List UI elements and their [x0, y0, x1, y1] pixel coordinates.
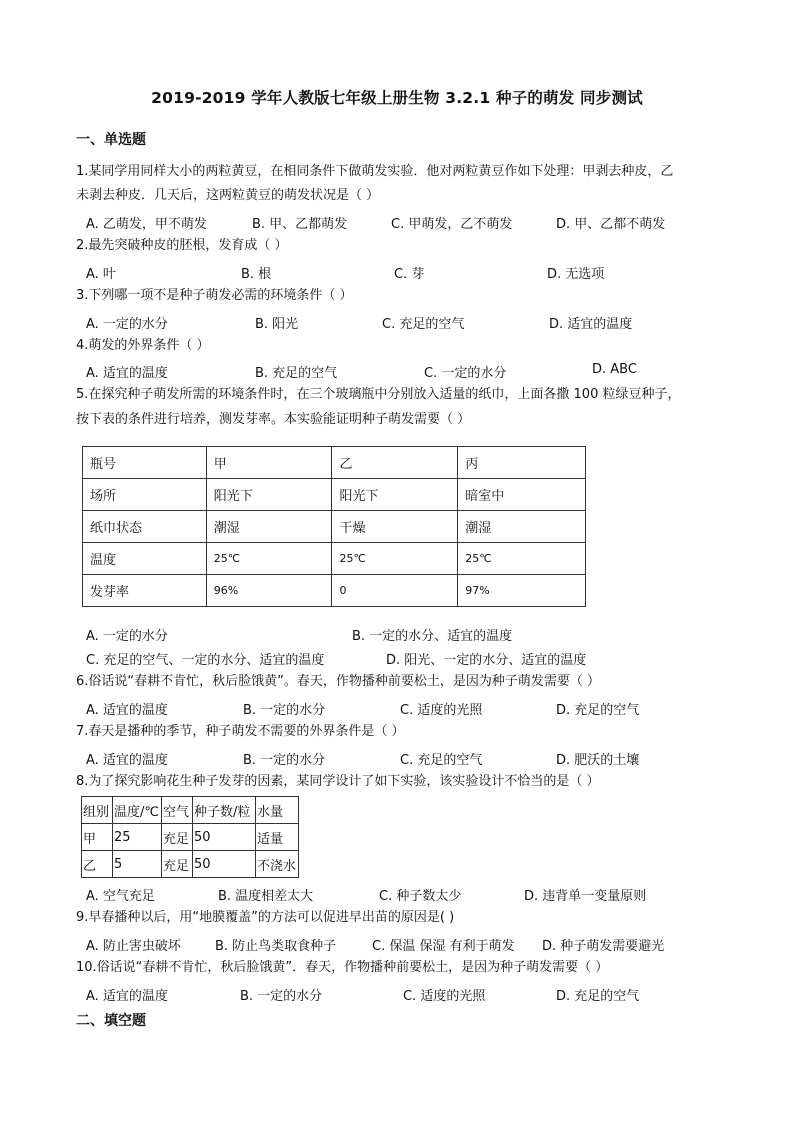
table-cell: 乙 [82, 851, 113, 878]
option-b: B. 一定的水分、适宜的温度 [352, 629, 513, 644]
table-cell: 25℃ [458, 543, 586, 575]
table-row [83, 447, 586, 479]
table-cell: 组别 [82, 797, 113, 824]
document-title: 2019-2019 学年人教版七年级上册生物 3.2.1 种子的萌发 同步测试 [151, 89, 643, 107]
table-cell: 水量 [256, 797, 299, 824]
table-cell: 发芽率 [83, 575, 207, 607]
option-b: B. 一定的水分 [240, 989, 323, 1004]
table-cell: 阳光下 [206, 479, 332, 511]
option-a: A. 适宜的温度 [86, 989, 168, 1004]
table-cell: 丙 [458, 447, 586, 479]
option-d: D. 阳光、一定的水分、适宜的温度 [386, 653, 587, 668]
peanut-experiment-table [81, 796, 299, 878]
option-c: C. 适度的光照 [403, 989, 486, 1004]
option-c: C. 充足的空气、一定的水分、适宜的温度 [86, 653, 325, 668]
option-c: C. 种子数太少 [379, 889, 462, 904]
option-a: A. 适宜的温度 [86, 753, 168, 768]
option-b: B. 根 [241, 267, 272, 282]
section-single-choice: 一、单选题 [76, 132, 146, 148]
table-cell: 暗室中 [458, 479, 586, 511]
question-4: 4.萌发的外界条件（ ） [76, 338, 210, 353]
option-d: D. ABC [592, 362, 637, 377]
question-6: 6.俗话说“春耕不肯忙，秋后脸饿黄”。春天，作物播种前要松土，是因为种子萌发需要（ ） [76, 674, 601, 689]
table-row [83, 479, 586, 511]
option-c: C. 充足的空气 [382, 317, 465, 332]
question-10: 10.俗话说“春耕不肯忙，秋后脸饿黄”．春天，作物播种前要松土，是因为种子萌发需要（ ） [76, 960, 609, 975]
germination-table [82, 446, 586, 607]
table-cell: 种子数/粒 [193, 797, 256, 824]
option-d: D. 违背单一变量原则 [524, 889, 647, 904]
table-cell: 纸巾状态 [83, 511, 207, 543]
option-b: B. 阳光 [255, 317, 299, 332]
option-a: A. 叶 [86, 267, 116, 282]
table-row [83, 575, 586, 607]
question-1-line-2: 未剥去种皮．几天后，这两粒黄豆的萌发状况是（ ） [76, 188, 380, 203]
table-cell: 温度 [83, 543, 207, 575]
table-cell: 潮湿 [458, 511, 586, 543]
option-b: B. 充足的空气 [255, 366, 338, 381]
table-row [83, 543, 586, 575]
option-a: A. 一定的水分 [86, 317, 168, 332]
option-d: D. 无选项 [547, 267, 605, 282]
table-cell: 充足 [162, 824, 193, 851]
table-cell: 空气 [162, 797, 193, 824]
question-9: 9.早春播种以后，用“地膜覆盖”的方法可以促进早出苗的原因是( ) [76, 910, 455, 925]
question-10-options [86, 985, 726, 1009]
option-b: B. 温度相差太大 [218, 889, 314, 904]
option-c: C. 保温 保湿 有利于萌发 [372, 939, 515, 954]
option-c: C. 甲萌发，乙不萌发 [391, 217, 513, 232]
option-c: C. 芽 [394, 267, 425, 282]
option-a: A. 适宜的温度 [86, 703, 168, 718]
question-2: 2.最先突破种皮的胚根，发育成（ ） [76, 238, 288, 253]
table-cell: 阳光下 [332, 479, 458, 511]
table-row [82, 797, 299, 824]
option-b: B. 防止鸟类取食种子 [215, 939, 337, 954]
option-b: B. 一定的水分 [243, 753, 326, 768]
option-a: A. 空气充足 [86, 889, 155, 904]
option-c: C. 充足的空气 [400, 753, 483, 768]
option-a: A. 一定的水分 [86, 629, 168, 644]
option-d: D. 甲、乙都不萌发 [556, 217, 666, 232]
option-a: A. 防止害虫破坏 [86, 939, 181, 954]
option-d: D. 适宜的温度 [549, 317, 633, 332]
table-cell: 甲 [206, 447, 332, 479]
table-cell: 乙 [332, 447, 458, 479]
table-cell: 干燥 [332, 511, 458, 543]
table-cell: 97% [458, 575, 586, 607]
table-cell: 5 [113, 851, 162, 878]
table-cell: 适量 [256, 824, 299, 851]
table-row [82, 824, 299, 851]
section-fill-in-blank: 二、填空题 [76, 1013, 146, 1029]
table-cell: 场所 [83, 479, 207, 511]
question-3: 3.下列哪一项不是种子萌发必需的环境条件（ ） [76, 288, 353, 303]
table-cell: 25℃ [206, 543, 332, 575]
question-7: 7.春天是播种的季节，种子萌发不需要的外界条件是（ ） [76, 724, 405, 739]
option-d: D. 充足的空气 [556, 989, 640, 1004]
table-cell: 不浇水 [256, 851, 299, 878]
question-8: 8.为了探究影响花生种子发芽的因素，某同学设计了如下实验，该实验设计不恰当的是（ ） [76, 774, 600, 789]
table-cell: 96% [206, 575, 332, 607]
table-cell: 潮湿 [206, 511, 332, 543]
option-c: C. 适度的光照 [400, 703, 483, 718]
question-5-line-1: 5.在探究种子萌发所需的环境条件时，在三个玻璃瓶中分别放入适量的纸巾，上面各撒 100 粒绿豆种子， [76, 387, 681, 402]
table-cell: 充足 [162, 851, 193, 878]
option-d: D. 种子萌发需要避光 [542, 939, 665, 954]
table-cell: 25 [113, 824, 162, 851]
table-cell: 50 [193, 851, 256, 878]
question-5-line-2: 按下表的条件进行培养，测发芽率。本实验能证明种子萌发需要（ ） [76, 412, 471, 427]
option-b: B. 一定的水分 [243, 703, 326, 718]
option-b: B. 甲、乙都萌发 [252, 217, 348, 232]
table-cell: 甲 [82, 824, 113, 851]
table-row [82, 851, 299, 878]
option-d: D. 肥沃的土壤 [556, 753, 640, 768]
option-a: A. 乙萌发，甲不萌发 [86, 217, 207, 232]
table-cell: 温度/℃ [113, 797, 162, 824]
table-cell: 瓶号 [83, 447, 207, 479]
option-d: D. 充足的空气 [556, 703, 640, 718]
table-row [83, 511, 586, 543]
question-1-line-1: 1.某同学用同样大小的两粒黄豆，在相同条件下做萌发实验．他对两粒黄豆作如下处理：甲剥去种皮，乙 [76, 164, 674, 179]
table-cell: 0 [332, 575, 458, 607]
question-5-options-row-1 [86, 625, 726, 649]
table-cell: 25℃ [332, 543, 458, 575]
option-c: C. 一定的水分 [424, 366, 507, 381]
option-a: A. 适宜的温度 [86, 366, 168, 381]
table-cell: 50 [193, 824, 256, 851]
